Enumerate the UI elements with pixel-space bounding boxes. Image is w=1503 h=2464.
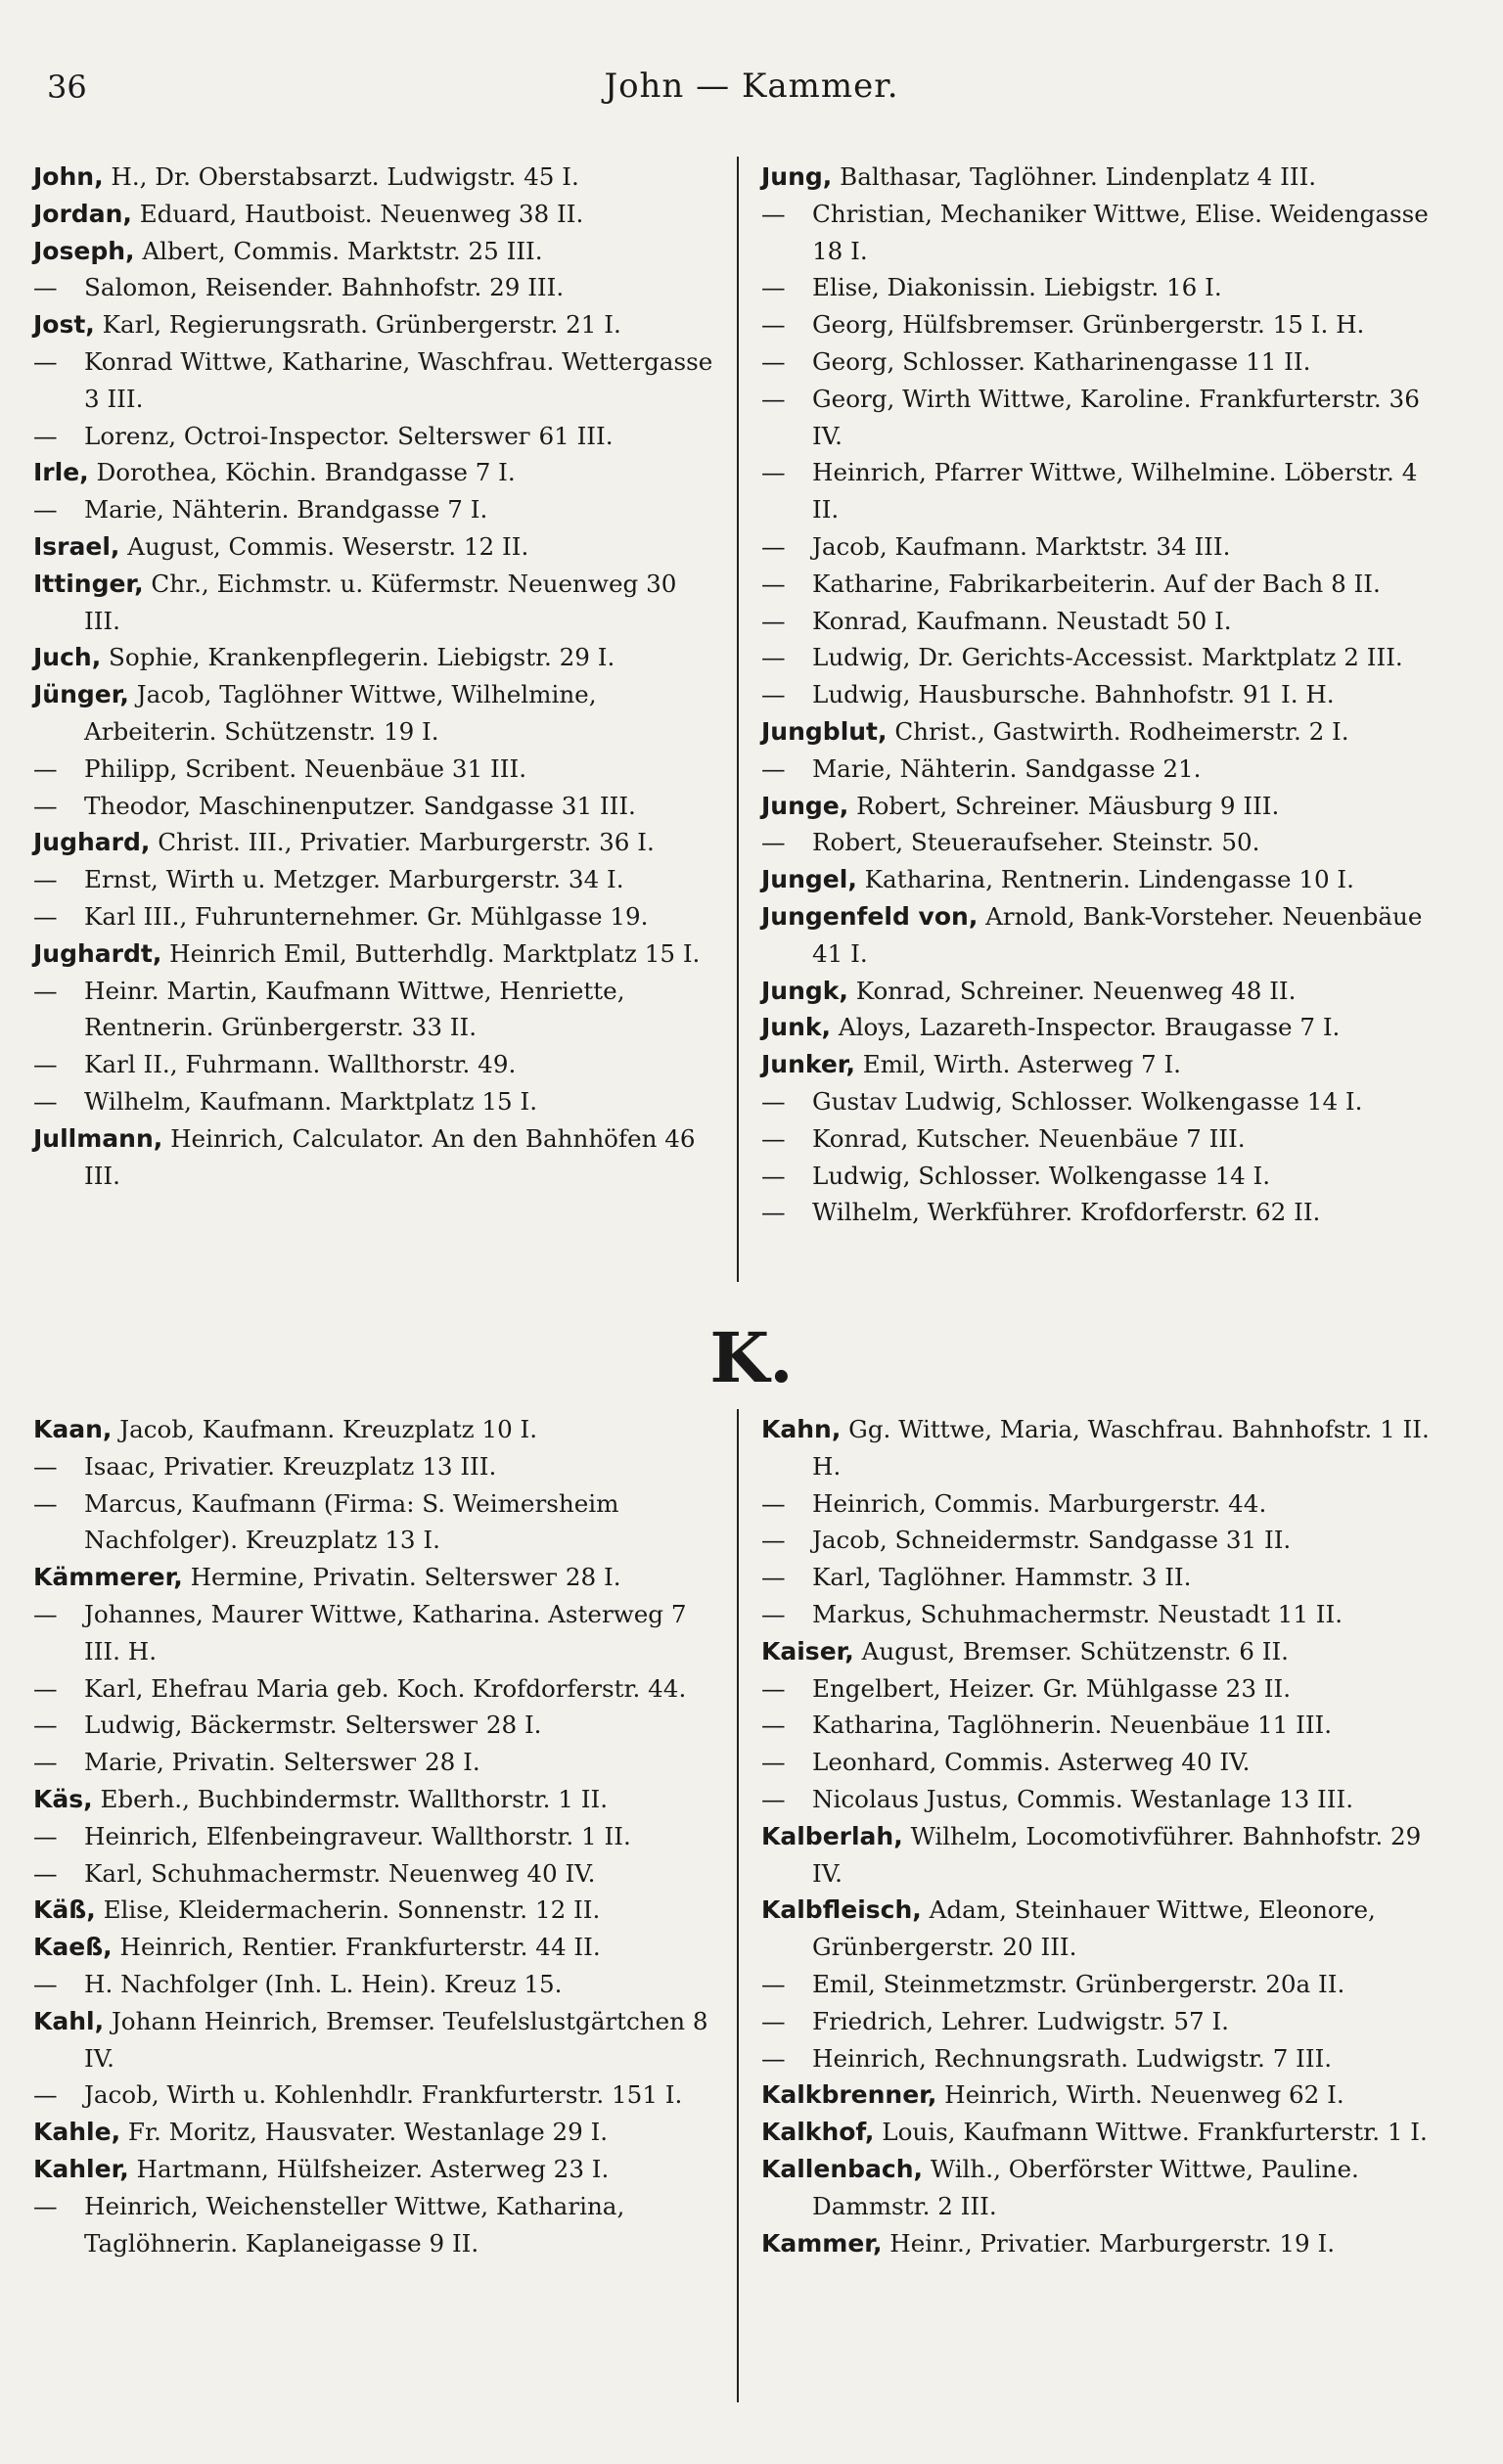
entry-surname: Israel, xyxy=(33,531,120,561)
directory-entry xyxy=(761,751,1446,788)
ditto-dash: — xyxy=(761,346,786,376)
directory-entry xyxy=(761,2076,1446,2114)
ditto-dash: — xyxy=(33,346,58,376)
directory-entry xyxy=(761,2003,1446,2040)
directory-entry xyxy=(33,196,718,233)
entry-details: Katharine, Fabrikarbeiterin. Auf der Bach 8 II. xyxy=(812,569,1381,598)
directory-entry xyxy=(33,676,718,751)
directory-entry xyxy=(33,159,718,196)
entry-details: Marie, Nähterin. Brandgasse 7 I. xyxy=(84,495,488,525)
directory-entry xyxy=(33,233,718,270)
entry-details: Heinrich, Wirth. Neuenweg 62 I. xyxy=(944,2080,1344,2110)
directory-entry xyxy=(761,1411,1446,1485)
entry-surname: Junker, xyxy=(761,1050,855,1079)
ditto-dash: — xyxy=(33,1858,58,1888)
entry-surname: Kalbfleisch, xyxy=(761,1895,922,1925)
directory-entry xyxy=(761,196,1446,270)
entry-details: Heinrich, Rechnungsrath. Ludwigstr. 7 III. xyxy=(812,2043,1333,2073)
ditto-dash: — xyxy=(761,2043,786,2073)
entry-details: Chr., Eichmstr. u. Küfermstr. Neuenweg 30 III. xyxy=(84,569,677,635)
ditto-dash: — xyxy=(33,865,58,894)
entry-details: Philipp, Scribent. Neuenbäue 31 III. xyxy=(84,753,527,783)
column-top-right xyxy=(761,159,1446,1231)
entry-details: Robert, Steueraufseher. Steinstr. 50. xyxy=(812,828,1260,857)
entry-surname: Kammer, xyxy=(761,2228,883,2258)
entry-details: Ludwig, Bäckermstr. Selterswег 28 I. xyxy=(84,1711,542,1740)
entry-details: Georg, Hülfsbremser. Grünbergerstr. 15 I. H. xyxy=(812,310,1365,340)
ditto-dash: — xyxy=(761,1748,786,1777)
entry-details: Gg. Wittwe, Maria, Waschfrau. Bahnhofstr. 1 II. H. xyxy=(812,1415,1430,1481)
entry-details: Elise, Kleidermacherin. Sonnenstr. 12 II. xyxy=(103,1895,601,1925)
entry-surname: Juch, xyxy=(33,643,102,672)
directory-entry xyxy=(33,639,718,676)
entry-details: Katharina, Taglöhnerin. Neuenbäue 11 III. xyxy=(812,1711,1333,1740)
ditto-dash: — xyxy=(33,1086,58,1116)
directory-entry xyxy=(33,343,718,418)
ditto-dash: — xyxy=(761,1711,786,1740)
directory-entry xyxy=(761,824,1446,861)
directory-entry xyxy=(33,566,718,640)
directory-entry xyxy=(33,751,718,788)
directory-entry xyxy=(33,935,718,973)
entry-details: August, Commis. Weserstr. 12 II. xyxy=(127,531,529,561)
entry-details: Hartmann, Hülfsheizer. Asterweg 23 I. xyxy=(136,2154,610,2183)
directory-entry xyxy=(761,2225,1446,2262)
entry-details: Markus, Schuhmachermstr. Neustadt 11 II. xyxy=(812,1599,1344,1628)
entry-surname: Jughardt, xyxy=(33,938,162,968)
ditto-dash: — xyxy=(761,1526,786,1555)
ditto-dash: — xyxy=(761,2006,786,2035)
directory-entry xyxy=(33,1966,718,2003)
directory-entry xyxy=(33,454,718,491)
entry-surname: John, xyxy=(33,162,104,191)
entry-surname: Kalberlah, xyxy=(761,1821,903,1850)
directory-entry xyxy=(33,1707,718,1744)
ditto-dash: — xyxy=(761,1161,786,1190)
directory-entry xyxy=(33,2114,718,2151)
directory-entry xyxy=(33,1411,718,1448)
directory-entry xyxy=(33,1855,718,1893)
column-divider-bottom xyxy=(737,1409,739,2402)
entry-surname: Junge, xyxy=(761,791,849,820)
directory-entry xyxy=(33,973,718,1047)
directory-entry xyxy=(33,861,718,898)
column-divider-top xyxy=(737,157,739,1282)
ditto-dash: — xyxy=(33,1821,58,1850)
directory-entry xyxy=(761,1781,1446,1818)
entry-details: Wilhelm, Werkführer. Krofdorferstr. 62 II. xyxy=(812,1198,1321,1227)
directory-entry xyxy=(761,2151,1446,2225)
directory-entry xyxy=(761,973,1446,1010)
ditto-dash: — xyxy=(761,199,786,228)
entry-surname: Käs, xyxy=(33,1784,93,1813)
entry-details: Konrad, Kaufmann. Neustadt 50 I. xyxy=(812,606,1232,635)
ditto-dash: — xyxy=(761,384,786,413)
entry-details: Robert, Schreiner. Mäusburg 9 III. xyxy=(856,791,1280,820)
entry-surname: Jullmann, xyxy=(33,1123,163,1153)
entry-details: Sophie, Krankenpflegerin. Liebigstr. 29 I. xyxy=(109,643,615,672)
entry-surname: Käß, xyxy=(33,1895,96,1925)
ditto-dash: — xyxy=(761,753,786,783)
entry-surname: Kallenbach, xyxy=(761,2154,924,2183)
entry-details: Karl III., Fuhrunternehmer. Gr. Mühlgasse 19. xyxy=(84,901,649,931)
directory-entry xyxy=(761,1818,1446,1893)
directory-entry xyxy=(761,343,1446,381)
directory-entry xyxy=(761,1194,1446,1231)
entry-details: Karl, Ehefrau Maria geb. Koch. Krofdorferstr. 44. xyxy=(84,1673,687,1703)
running-title: John — Kammer. xyxy=(604,67,899,106)
entry-details: Heinrich Emil, Butterhdlg. Marktplatz 15 I. xyxy=(169,938,701,968)
directory-entry xyxy=(33,1083,718,1120)
directory-entry xyxy=(761,1158,1446,1195)
directory-entry xyxy=(33,788,718,825)
column-bottom-right xyxy=(761,1411,1446,2261)
directory-entry xyxy=(761,713,1446,751)
directory-entry xyxy=(761,2040,1446,2077)
entry-details: Karl, Regierungsrath. Grünbergerstr. 21 I. xyxy=(102,310,621,340)
ditto-dash: — xyxy=(33,495,58,525)
directory-entry xyxy=(761,2114,1446,2151)
directory-entry xyxy=(33,491,718,528)
entry-surname: Kahle, xyxy=(33,2118,121,2147)
entry-details: Marcus, Kaufmann (Firma: S. Weimersheim Nachfolger). Kreuzplatz 13 I. xyxy=(84,1488,619,1555)
entry-details: Konrad, Kutscher. Neuenbäue 7 III. xyxy=(812,1123,1246,1153)
entry-surname: Kaeß, xyxy=(33,1933,113,1962)
directory-entry xyxy=(761,528,1446,566)
ditto-dash: — xyxy=(761,273,786,302)
ditto-dash: — xyxy=(761,531,786,561)
directory-entry xyxy=(33,1744,718,1781)
ditto-dash: — xyxy=(33,2191,58,2220)
directory-entry xyxy=(761,676,1446,713)
directory-entry xyxy=(33,2003,718,2077)
entry-details: Jacob, Schneidermstr. Sandgasse 31 II. xyxy=(812,1526,1292,1555)
entry-surname: Jungblut, xyxy=(761,716,888,746)
entry-details: Louis, Kaufmann Wittwe. Frankfurterstr. 1 I. xyxy=(882,2118,1428,2147)
ditto-dash: — xyxy=(33,1969,58,1998)
ditto-dash: — xyxy=(33,1451,58,1481)
directory-entry xyxy=(33,824,718,861)
ditto-dash: — xyxy=(33,273,58,302)
ditto-dash: — xyxy=(761,643,786,672)
ditto-dash: — xyxy=(33,1673,58,1703)
entry-details: Albert, Commis. Marktstr. 25 III. xyxy=(142,236,543,265)
directory-entry xyxy=(761,1633,1446,1670)
entry-details: Jacob, Kaufmann. Marktstr. 34 III. xyxy=(812,531,1231,561)
directory-entry xyxy=(33,1120,718,1195)
directory-entry xyxy=(33,1781,718,1818)
entry-details: Konrad, Schreiner. Neuenweg 48 II. xyxy=(855,976,1297,1005)
entry-details: Eduard, Hautboist. Neuenweg 38 II. xyxy=(139,199,584,228)
entry-surname: Jughard, xyxy=(33,828,151,857)
directory-entry xyxy=(761,269,1446,306)
directory-entry xyxy=(761,159,1446,196)
directory-entry xyxy=(33,2076,718,2114)
ditto-dash: — xyxy=(761,569,786,598)
entry-surname: Kaiser, xyxy=(761,1636,854,1665)
entry-details: Eberh., Buchbindermstr. Wallthorstr. 1 II. xyxy=(100,1784,609,1813)
entry-details: Arnold, Bank-Vorsteher. Neuenbäue 41 I. xyxy=(812,901,1423,968)
directory-entry xyxy=(761,1046,1446,1083)
entry-surname: Jost, xyxy=(33,310,95,340)
directory-entry xyxy=(761,898,1446,973)
column-top-left xyxy=(33,159,718,1194)
entry-surname: Jünger, xyxy=(33,680,129,709)
entry-details: Jacob, Taglöhner Wittwe, Wilhelmine, Arbeiterin. Schützenstr. 19 I. xyxy=(84,680,597,746)
entry-details: Isaac, Privatier. Kreuzplatz 13 III. xyxy=(84,1451,497,1481)
entry-details: Jacob, Wirth u. Kohlenhdlr. Frankfurterstr. 151 I. xyxy=(84,2080,683,2110)
entry-details: Ludwig, Schlosser. Wolkengasse 14 I. xyxy=(812,1161,1271,1190)
ditto-dash: — xyxy=(33,1748,58,1777)
entry-details: Emil, Wirth. Asterweg 7 I. xyxy=(862,1050,1182,1079)
entry-surname: Kalkbrenner, xyxy=(761,2080,937,2110)
entry-details: Heinrich, Calculator. An den Bahnhöfen 46 III. xyxy=(84,1123,696,1190)
entry-details: Marie, Nähterin. Sandgasse 21. xyxy=(812,753,1202,783)
ditto-dash: — xyxy=(761,1086,786,1116)
entry-details: Wilhelm, Locomotivführer. Bahnhofstr. 29 IV. xyxy=(812,1821,1422,1888)
directory-entry xyxy=(33,1559,718,1596)
entry-details: Heinr. Martin, Kaufmann Wittwe, Henriette, Rentnerin. Grünbergerstr. 33 II. xyxy=(84,976,625,1042)
page-number: 36 xyxy=(47,68,87,106)
entry-details: Adam, Steinhauer Wittwe, Eleonore, Grünbergerstr. 20 III. xyxy=(812,1895,1376,1962)
directory-entry xyxy=(761,861,1446,898)
entry-details: Hermine, Privatin. Selterswег 28 I. xyxy=(190,1563,621,1592)
entry-details: Ernst, Wirth u. Metzger. Marburgerstr. 34 I. xyxy=(84,865,624,894)
directory-entry xyxy=(33,2151,718,2188)
entry-details: Christian, Mechaniker Wittwe, Elise. Weidengasse 18 I. xyxy=(812,199,1429,265)
ditto-dash: — xyxy=(761,1673,786,1703)
entry-details: Karl, Schuhmachermstr. Neuenweg 40 IV. xyxy=(84,1858,596,1888)
ditto-dash: — xyxy=(761,606,786,635)
entry-details: Balthasar, Taglöhner. Lindenplatz 4 III. xyxy=(840,162,1317,191)
directory-entry xyxy=(761,1707,1446,1744)
entry-details: H., Dr. Oberstabsarzt. Ludwigstr. 45 I. xyxy=(111,162,579,191)
entry-surname: Irle, xyxy=(33,458,89,487)
entry-details: Johann Heinrich, Bremser. Teufelslustgärtchen 8 IV. xyxy=(84,2006,708,2073)
entry-details: Karl, Taglöhner. Hammstr. 3 II. xyxy=(812,1563,1192,1592)
entry-details: Christ., Gastwirth. Rodheimerstr. 2 I. xyxy=(894,716,1349,746)
entry-details: Theodor, Maschinenputzer. Sandgasse 31 III. xyxy=(84,791,636,820)
entry-details: Karl II., Fuhrmann. Wallthorstr. 49. xyxy=(84,1050,517,1079)
directory-entry xyxy=(33,1046,718,1083)
entry-surname: Jungenfeld von, xyxy=(761,901,979,931)
entry-surname: Kahn, xyxy=(761,1415,842,1443)
entry-surname: Ittinger, xyxy=(33,569,144,598)
ditto-dash: — xyxy=(761,458,786,487)
directory-entry xyxy=(33,1670,718,1708)
entry-details: Heinrich, Rentier. Frankfurterstr. 44 II. xyxy=(119,1933,601,1962)
directory-entry xyxy=(761,1522,1446,1559)
entry-surname: Jordan, xyxy=(33,199,132,228)
entry-surname: Jungel, xyxy=(761,865,857,894)
ditto-dash: — xyxy=(33,1711,58,1740)
directory-entry xyxy=(761,1485,1446,1523)
directory-entry xyxy=(761,1559,1446,1596)
entry-surname: Kaan, xyxy=(33,1415,113,1443)
directory-entry xyxy=(761,1892,1446,1966)
entry-details: Heinrich, Commis. Marburgerstr. 44. xyxy=(812,1488,1267,1518)
directory-entry xyxy=(33,418,718,455)
directory-entry xyxy=(761,1670,1446,1708)
directory-entry xyxy=(33,306,718,343)
directory-entry xyxy=(761,603,1446,640)
ditto-dash: — xyxy=(33,1050,58,1079)
directory-entry xyxy=(33,1485,718,1560)
entry-details: Gustav Ludwig, Schlosser. Wolkengasse 14 I. xyxy=(812,1086,1363,1116)
entry-details: Heinrich, Pfarrer Wittwe, Wilhelmine. Löberstr. 4 II. xyxy=(812,458,1418,525)
directory-entry xyxy=(33,1448,718,1485)
entry-details: Jacob, Kaufmann. Kreuzplatz 10 I. xyxy=(119,1415,538,1443)
directory-entry xyxy=(761,1120,1446,1158)
entry-details: Christ. III., Privatier. Marburgerstr. 36 I. xyxy=(158,828,655,857)
entry-surname: Kalkhof, xyxy=(761,2118,875,2147)
directory-entry xyxy=(761,306,1446,343)
directory-entry xyxy=(761,788,1446,825)
ditto-dash: — xyxy=(761,1784,786,1813)
directory-entry xyxy=(33,898,718,935)
directory-entry xyxy=(761,639,1446,676)
directory-entry xyxy=(33,1929,718,1966)
ditto-dash: — xyxy=(33,791,58,820)
ditto-dash: — xyxy=(33,1599,58,1628)
entry-details: Heinrich, Weichensteller Wittwe, Katharina, Taglöhnerin. Kaplaneigasse 9 II. xyxy=(84,2191,625,2258)
directory-entry xyxy=(761,1083,1446,1120)
entry-details: August, Bremser. Schützenstr. 6 II. xyxy=(861,1636,1289,1665)
entry-details: Friedrich, Lehrer. Ludwigstr. 57 I. xyxy=(812,2006,1229,2035)
section-letter: K. xyxy=(709,1317,794,1398)
entry-details: Dorothea, Köchin. Brandgasse 7 I. xyxy=(96,458,516,487)
directory-entry xyxy=(33,1892,718,1929)
ditto-dash: — xyxy=(761,1599,786,1628)
entry-details: Heinr., Privatier. Marburgerstr. 19 I. xyxy=(889,2228,1336,2258)
directory-entry xyxy=(761,1966,1446,2003)
ditto-dash: — xyxy=(33,2080,58,2110)
entry-details: Nicolaus Justus, Commis. Westanlage 13 III. xyxy=(812,1784,1354,1813)
ditto-dash: — xyxy=(33,421,58,450)
entry-surname: Jung, xyxy=(761,162,833,191)
directory-entry xyxy=(761,381,1446,455)
entry-surname: Kahler, xyxy=(33,2154,129,2183)
directory-entry xyxy=(33,1596,718,1670)
ditto-dash: — xyxy=(761,828,786,857)
entry-details: Lorenz, Octroi-Inspector. Selterswег 61 III. xyxy=(84,421,614,450)
entry-details: Heinrich, Elfenbeingraveur. Wallthorstr. 1 II. xyxy=(84,1821,631,1850)
directory-entry xyxy=(761,1596,1446,1633)
entry-details: Wilhelm, Kaufmann. Marktplatz 15 I. xyxy=(84,1086,538,1116)
column-bottom-left xyxy=(33,1411,718,2261)
entry-details: Ludwig, Dr. Gerichts-Accessist. Marktplatz 2 III. xyxy=(812,643,1403,672)
entry-details: H. Nachfolger (Inh. L. Hein). Kreuz 15. xyxy=(84,1969,563,1998)
ditto-dash: — xyxy=(33,753,58,783)
entry-details: Katharina, Rentnerin. Lindengasse 10 I. xyxy=(864,865,1354,894)
ditto-dash: — xyxy=(761,1488,786,1518)
ditto-dash: — xyxy=(761,1563,786,1592)
directory-entry xyxy=(33,269,718,306)
directory-entry xyxy=(761,1009,1446,1046)
ditto-dash: — xyxy=(761,310,786,340)
entry-details: Konrad Wittwe, Katharine, Waschfrau. Wettergasse 3 III. xyxy=(84,346,713,413)
ditto-dash: — xyxy=(761,1198,786,1227)
ditto-dash: — xyxy=(761,1969,786,1998)
entry-details: Wilh., Oberförster Wittwe, Pauline. Dammstr. 2 III. xyxy=(812,2154,1359,2220)
entry-details: Fr. Moritz, Hausvater. Westanlage 29 I. xyxy=(127,2118,609,2147)
entry-details: Engelbert, Heizer. Gr. Mühlgasse 23 II. xyxy=(812,1673,1292,1703)
entry-surname: Joseph, xyxy=(33,236,135,265)
entry-details: Salomon, Reisender. Bahnhofstr. 29 III. xyxy=(84,273,565,302)
directory-entry xyxy=(761,454,1446,528)
entry-details: Ludwig, Hausbursche. Bahnhofstr. 91 I. H. xyxy=(812,680,1335,709)
page-header xyxy=(29,61,1474,119)
entry-details: Elise, Diakonissin. Liebigstr. 16 I. xyxy=(812,273,1222,302)
entry-details: Aloys, Lazareth-Inspector. Braugasse 7 I. xyxy=(838,1013,1341,1042)
entry-details: Georg, Schlosser. Katharinengasse 11 II. xyxy=(812,346,1311,376)
ditto-dash: — xyxy=(33,1488,58,1518)
ditto-dash: — xyxy=(33,901,58,931)
entry-surname: Kämmerer, xyxy=(33,1563,183,1592)
directory-entry xyxy=(761,566,1446,603)
entry-surname: Jungk, xyxy=(761,976,848,1005)
entry-details: Leonhard, Commis. Asterweg 40 IV. xyxy=(812,1748,1251,1777)
entry-surname: Junk, xyxy=(761,1013,832,1042)
entry-details: Johannes, Maurer Wittwe, Katharina. Asterweg 7 III. H. xyxy=(84,1599,687,1665)
ditto-dash: — xyxy=(33,976,58,1005)
entry-details: Georg, Wirth Wittwe, Karoline. Frankfurterstr. 36 IV. xyxy=(812,384,1420,450)
directory-entry xyxy=(33,528,718,566)
directory-entry xyxy=(761,1744,1446,1781)
directory-entry xyxy=(33,2188,718,2262)
directory-entry xyxy=(33,1818,718,1855)
ditto-dash: — xyxy=(761,680,786,709)
entry-surname: Kahl, xyxy=(33,2006,105,2035)
entry-details: Marie, Privatin. Selterswег 28 I. xyxy=(84,1748,480,1777)
ditto-dash: — xyxy=(761,1123,786,1153)
entry-details: Emil, Steinmetzmstr. Grünbergerstr. 20a II. xyxy=(812,1969,1345,1998)
